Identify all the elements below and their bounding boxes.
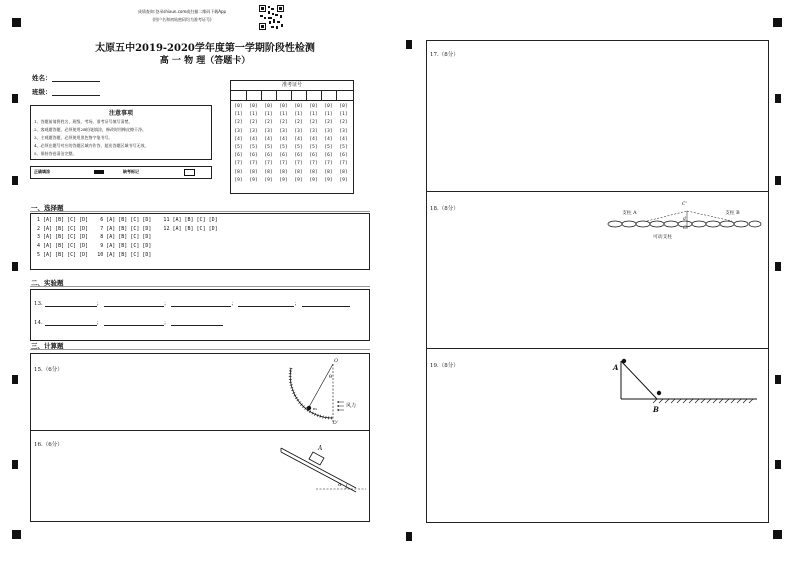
exam-id-digit-bubble[interactable]: [8] — [339, 169, 348, 175]
notice-box — [30, 105, 212, 160]
exam-id-digit-bubble[interactable]: [9] — [339, 177, 348, 183]
exam-id-digit-bubble[interactable]: [1] — [234, 112, 243, 118]
q14-blank[interactable] — [171, 318, 223, 326]
exam-id-column[interactable] — [232, 103, 245, 185]
correct-fill-sample — [94, 170, 104, 174]
exam-id-digit-bubble[interactable]: [6] — [324, 153, 333, 159]
exam-id-digit-bubble[interactable]: [0] — [309, 104, 318, 109]
section-experiment-title: 二、实验题 — [31, 279, 64, 287]
exam-id-digit-bubble[interactable]: [2] — [234, 120, 243, 126]
exam-id-digit-bubble[interactable]: [4] — [294, 136, 303, 142]
class-label: 班级： — [32, 88, 52, 96]
exam-id-digit-bubble[interactable]: [7] — [324, 161, 333, 167]
notice-item: 5、保持答卷清洁完整。 — [34, 151, 77, 156]
exam-id-digit-bubble[interactable]: [7] — [279, 161, 288, 167]
q18-figure — [607, 201, 762, 243]
q15-oprime-label: O' — [333, 421, 338, 426]
q15-o-label: O — [334, 358, 339, 364]
q18-cprime-label: C' — [682, 202, 687, 207]
q18-d-label: d — [683, 217, 686, 222]
exam-id-digit-bubble[interactable]: [2] — [324, 120, 333, 126]
exam-id-digit-bubble[interactable]: [3] — [264, 128, 273, 134]
exam-id-column[interactable] — [292, 103, 305, 185]
exam-id-column[interactable] — [337, 103, 350, 185]
exam-id-digit-bubble[interactable]: [8] — [309, 169, 318, 175]
choice-box[interactable] — [30, 213, 370, 270]
timing-mark — [775, 375, 781, 384]
correct-fill-label: 正确填涂 — [34, 169, 50, 174]
exam-id-column[interactable] — [322, 103, 335, 185]
timing-mark — [406, 40, 412, 49]
exam-id-digit-bubble[interactable]: [5] — [309, 144, 318, 150]
section-choice-title: 一、选择题 — [31, 204, 64, 212]
exam-id-digit-bubble[interactable]: [6] — [294, 153, 303, 159]
q14-blank[interactable] — [104, 318, 164, 326]
exam-id-digit-bubble[interactable]: [1] — [309, 112, 318, 118]
header-line-2: (用户名和初始密码均为准考证号) — [152, 17, 212, 22]
q13-label: 13. — [34, 301, 43, 307]
exam-id-digit-bubble[interactable]: [7] — [294, 161, 303, 167]
choice-row[interactable]: 2 [A] [B] [C] [D] 7 [A] [B] [C] [D] 12 [A] [B] [C] [D] — [37, 225, 218, 232]
notice-item: 1、答题前请将姓名、班级、考场、准考证号填写清楚。 — [34, 119, 133, 124]
exam-id-digit-bubble[interactable]: [5] — [324, 144, 333, 150]
exam-id-digit-bubble[interactable]: [4] — [234, 136, 243, 142]
corner-mark-bottom-left — [12, 530, 21, 539]
timing-mark — [12, 176, 18, 185]
exam-id-digit-bubble[interactable]: [9] — [324, 177, 333, 183]
q19-b-label: B — [653, 405, 659, 414]
exam-id-digit-bubble[interactable]: [2] — [339, 120, 348, 126]
corner-mark-top-right — [773, 18, 782, 27]
qr-code — [259, 5, 284, 30]
exam-id-digit-bubble[interactable]: [4] — [249, 136, 258, 142]
notice-item: 2、客观题答题，必须使用2B铅笔填涂，修改时用橡皮擦干净。 — [34, 127, 147, 132]
exam-id-digit-bubble[interactable]: [4] — [324, 136, 333, 142]
exam-id-title: 准考证号 — [231, 81, 353, 91]
exam-id-digit-bubble[interactable]: [8] — [294, 169, 303, 175]
exam-id-digit-bubble[interactable]: [5] — [279, 144, 288, 150]
timing-mark — [12, 460, 18, 469]
q16-figure — [276, 438, 368, 494]
page-title: 太原五中2019-2020学年度第一学期阶段性检测 — [95, 43, 315, 54]
exam-id-digit-bubble[interactable]: [9] — [279, 177, 288, 183]
section-calc-title: 三、计算题 — [31, 342, 64, 350]
exam-id-digit-bubble[interactable]: [7] — [234, 161, 243, 167]
q16-alpha-label: α — [338, 482, 342, 488]
exam-id-digit-bubble[interactable]: [9] — [249, 177, 258, 183]
corner-mark-top-left — [12, 18, 21, 27]
exam-id-digit-bubble[interactable]: [3] — [294, 128, 303, 134]
exam-id-digit-bubble[interactable]: [0] — [234, 104, 243, 109]
choice-row[interactable]: 5 [A] [B] [C] [D] 10 [A] [B] [C] [D] — [37, 251, 152, 258]
exam-id-digit-bubble[interactable]: [2] — [294, 120, 303, 126]
exam-id-digit-bubble[interactable]: [2] — [264, 120, 273, 126]
exam-id-digit-bubble[interactable]: [6] — [279, 153, 288, 159]
timing-mark — [12, 375, 18, 384]
exam-id-digit-bubble[interactable]: [7] — [339, 161, 348, 167]
exam-id-digit-bubble[interactable]: [6] — [249, 153, 258, 159]
exam-id-digit-bubble[interactable]: [3] — [309, 128, 318, 134]
exam-id-digit-bubble[interactable]: [3] — [279, 128, 288, 134]
exam-id-digit-bubble[interactable]: [2] — [309, 120, 318, 126]
exam-id-digit-bubble[interactable]: [5] — [264, 144, 273, 150]
q19-figure — [607, 353, 757, 418]
exam-id-digit-bubble[interactable]: [5] — [234, 144, 243, 150]
exam-id-digit-bubble[interactable]: [3] — [249, 128, 258, 134]
q18-c-label: C — [683, 226, 687, 231]
exam-id-digit-bubble[interactable]: [0] — [249, 104, 258, 109]
page-subtitle: 高 一 物 理（答题卡） — [159, 56, 251, 66]
exam-id-digit-bubble[interactable]: [8] — [279, 169, 288, 175]
exam-id-digit-bubble[interactable]: [3] — [324, 128, 333, 134]
q16-a-label: A — [318, 445, 323, 452]
q15-figure — [281, 358, 366, 428]
q13-blank[interactable] — [45, 299, 97, 307]
q18-right-label: 支柱 B — [725, 211, 740, 216]
exam-id-digit-bubble[interactable]: [9] — [309, 177, 318, 183]
q17-label: 17.（8分） — [430, 52, 459, 58]
exam-id-digit-bubble[interactable]: [6] — [309, 153, 318, 159]
choice-row[interactable]: 4 [A] [B] [C] [D] 9 [A] [B] [C] [D] — [37, 243, 152, 250]
q19-label: 19.（8分） — [430, 363, 459, 369]
exam-id-digit-bubble[interactable]: [3] — [339, 128, 348, 134]
q14-label: 14. — [34, 320, 43, 326]
exam-id-digit-bubble[interactable]: [9] — [264, 177, 273, 183]
exam-id-digit-bubble[interactable]: [1] — [324, 112, 333, 118]
timing-mark — [775, 176, 781, 185]
q18-movable-label: 可动支柱 — [653, 235, 673, 240]
q13-blank[interactable] — [171, 299, 231, 307]
q13-blank[interactable] — [302, 299, 350, 307]
exam-id-digit-bubble[interactable]: [8] — [324, 169, 333, 175]
exam-id-digit-bubble[interactable]: [7] — [309, 161, 318, 167]
exam-id-column[interactable] — [307, 103, 320, 185]
exam-id-digit-bubble[interactable]: [7] — [249, 161, 258, 167]
q15-wind-label: 风力 — [346, 403, 357, 409]
exam-id-digit-bubble[interactable]: [3] — [234, 128, 243, 134]
timing-mark — [12, 262, 18, 271]
corner-mark-bottom-right — [773, 530, 782, 539]
exam-id-digit-bubble[interactable]: [4] — [309, 136, 318, 142]
fill-sample-box — [30, 166, 212, 179]
exam-id-digit-bubble[interactable]: [1] — [279, 112, 288, 118]
timing-mark — [775, 262, 781, 271]
q-divider — [31, 430, 369, 431]
exam-id-digit-bubble[interactable]: [4] — [339, 136, 348, 142]
q13-blank[interactable] — [238, 299, 294, 307]
absent-mark-label: 缺考标记 — [123, 169, 139, 174]
q19-a-label: A — [613, 363, 619, 372]
exam-id-digit-bubble[interactable]: [0] — [279, 104, 288, 109]
exam-id-digit-bubble[interactable]: [8] — [249, 169, 258, 175]
timing-mark — [775, 94, 781, 103]
exam-id-column[interactable] — [277, 103, 290, 185]
exam-id-digit-bubble[interactable]: [1] — [264, 112, 273, 118]
exam-id-digit-bubble[interactable]: [5] — [249, 144, 258, 150]
notice-item: 4、必须在题号对应的答题区域内作答，超出答题区域书写无效。 — [34, 143, 149, 148]
q15-label: 15.（6分） — [34, 367, 63, 373]
exam-id-digit-bubble[interactable]: [7] — [264, 161, 273, 167]
header-line-1: 成绩查询:登录shixun.com或扫描二维码下载App — [137, 9, 227, 14]
right-answer-box[interactable] — [426, 40, 769, 523]
name-label: 姓名： — [32, 74, 52, 82]
exam-id-digit-bubble[interactable]: [0] — [264, 104, 273, 109]
exam-id-digit-bubble[interactable]: [0] — [339, 104, 348, 109]
exam-id-digit-bubble[interactable]: [1] — [294, 112, 303, 118]
q18-left-label: 支柱 A — [622, 211, 637, 216]
exam-id-digit-bubble[interactable]: [6] — [264, 153, 273, 159]
exam-id-digit-bubble[interactable]: [5] — [294, 144, 303, 150]
notice-title: 注意事项 — [108, 110, 133, 117]
timing-mark — [775, 460, 781, 469]
exam-id-digit-bubble[interactable]: [1] — [249, 112, 258, 118]
exam-id-digit-bubble[interactable]: [4] — [264, 136, 273, 142]
q15-theta-label: θ — [329, 374, 333, 380]
exam-id-digit-bubble[interactable]: [2] — [279, 120, 288, 126]
exam-id-digit-bubble[interactable]: [8] — [234, 169, 243, 175]
exam-id-digit-bubble[interactable]: [6] — [339, 153, 348, 159]
choice-row[interactable]: 1 [A] [B] [C] [D] 6 [A] [B] [C] [D] 11 [A] [B] [C] [D] — [37, 217, 218, 223]
exam-id-grid — [230, 80, 354, 194]
absent-mark-checkbox[interactable] — [184, 169, 195, 176]
exam-id-digit-bubble[interactable]: [9] — [234, 177, 243, 183]
exam-id-column[interactable] — [262, 103, 275, 185]
exam-id-digit-bubble[interactable]: [4] — [279, 136, 288, 142]
exam-id-digit-bubble[interactable]: [8] — [264, 169, 273, 175]
exam-id-digit-bubble[interactable]: [6] — [234, 153, 243, 159]
q15-m-label: m — [313, 406, 317, 411]
timing-mark — [406, 532, 412, 541]
exam-id-digit-bubble[interactable]: [9] — [294, 177, 303, 183]
timing-mark — [12, 94, 18, 103]
exam-id-columns[interactable] — [231, 103, 353, 193]
exam-id-digit-bubble[interactable]: [0] — [324, 104, 333, 109]
exam-id-digit-bubble[interactable]: [2] — [249, 120, 258, 126]
notice-item: 3、主观题答题，必须使用黑色签字笔书写。 — [34, 135, 113, 140]
exam-id-column[interactable] — [247, 103, 260, 185]
name-field[interactable] — [32, 73, 100, 82]
q-divider — [427, 348, 768, 349]
calc-box[interactable] — [30, 353, 370, 522]
class-field[interactable] — [32, 87, 100, 96]
experiment-box[interactable]: 13. ； ； ； ； 14. ； ； — [30, 289, 370, 341]
q14-blank[interactable] — [45, 318, 97, 326]
q18-label: 18.（8分） — [430, 206, 459, 212]
exam-id-digit-bubble[interactable]: [0] — [294, 104, 303, 109]
choice-row[interactable]: 3 [A] [B] [C] [D] 8 [A] [B] [C] [D] — [37, 234, 152, 241]
q13-blank[interactable] — [104, 299, 164, 307]
exam-id-digit-bubble[interactable]: [5] — [339, 144, 348, 150]
q-divider — [427, 191, 768, 192]
exam-id-digit-bubble[interactable]: [1] — [339, 112, 348, 118]
q16-label: 16.（6分） — [34, 442, 63, 448]
